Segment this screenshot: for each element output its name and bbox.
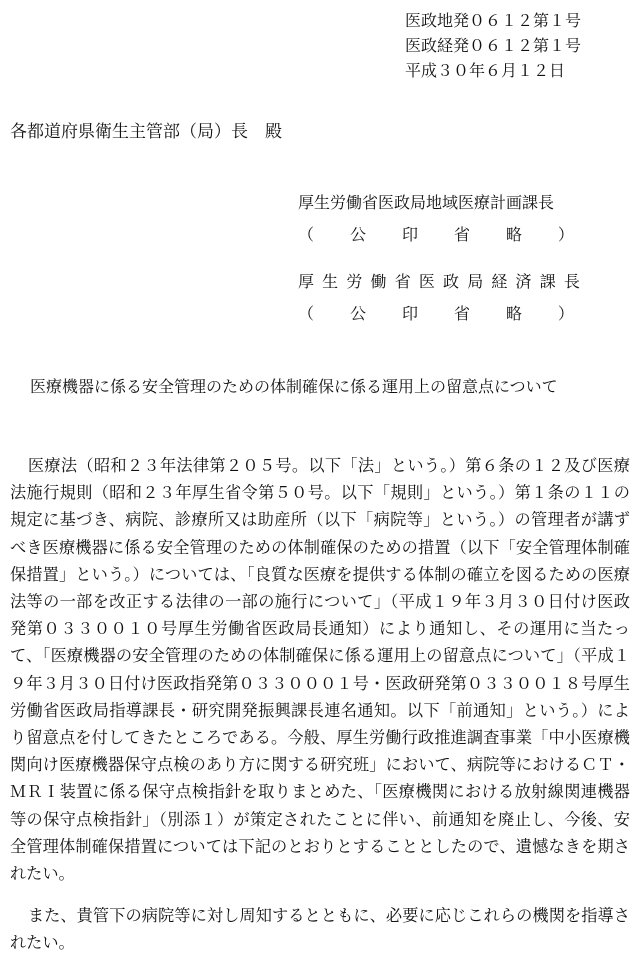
seal-char: 略 <box>505 304 522 323</box>
sender-block-2 <box>298 269 580 324</box>
seal-char: 省 <box>453 225 470 244</box>
sender-2-org-char: 働 <box>370 272 387 291</box>
sender-2-org-char: 済 <box>515 272 532 291</box>
document-reference-block <box>405 8 637 83</box>
sender-2-org-char: 局 <box>467 272 484 291</box>
seal-char: ） <box>557 225 574 244</box>
sender-2-org-char: 厚 <box>298 272 315 291</box>
addressee: 各都道府県衛生主管部（局）長 殿 <box>10 122 282 142</box>
body-paragraph-1: 医療法（昭和２３年法律第２０５号。以下「法」という。）第６条の１２及び医療法施行規則（昭和２３年厚生省令第５０号。以下「規則」という。）第１条の１１の規定に基づき、病院、診療所又は助産所（以下「病院等」という。）の管理者が講ずべき医療機器に係る安全管理のための体制確保のための措置（以下「安全管理体制確保措置」という。）については、「良質な医療を提供する体制の確立を図るための医療法等の一部を改正する法律の一部の施行について」（平成１９年３月３０日付け医政発第０３３００１０号厚生労働省医政局長通知）により通知し、その運用に当たって、「医療機器の安全管理のための体制確保に係る運用上の留意点について」（平成１９年３月３０日付け医政指発第０３３０００１号・医政研発第０３３００１８号厚生労働省医政局指導課長・研究開発振興課長連名通知。以下「前通知」という。）により留意点を付してきたところである。今般、厚生労働行政推進調査事業「中小医療機関向け医療機器保守点検のあり方に関する研究班」において、病院等におけるＣＴ・ＭＲＩ装置に係る保守点検指針を取りまとめた、「医療機関における放射線関連機器等の保守点検指針」（別添１）が策定されたことに伴い、前通知を廃止し、今後、安全管理体制確保措置については下記のとおりとすることとしたので、遺憾なきを期されたい。 <box>10 456 630 884</box>
sender-2-org-char: 労 <box>346 272 363 291</box>
sender-2-org-char: 生 <box>322 272 339 291</box>
sender-2-org-char: 医 <box>418 272 435 291</box>
sender-1-org: 厚生労働省医政局地域医療計画課長 <box>298 193 555 212</box>
seal-char: 公 <box>349 225 366 244</box>
reference-number-2: 医政経発０６１２第１号 <box>405 36 582 55</box>
body-paragraph-2: また、貴管下の病院等に対し周知するとともに、必要に応じこれらの機関を指導されたい。 <box>10 906 630 953</box>
issue-date: 平成３０年６月１２日 <box>405 61 566 80</box>
sender-2-org-char: 経 <box>491 272 508 291</box>
document-subject: 医療機器に係る安全管理のための体制確保に係る運用上の留意点について <box>30 377 558 396</box>
seal-char: （ <box>298 304 315 323</box>
sender-2-org-char: 政 <box>443 272 460 291</box>
sender-2-org <box>298 269 580 292</box>
sender-2-org-char: 課 <box>539 272 556 291</box>
seal-char: 印 <box>401 304 418 323</box>
seal-char: 印 <box>401 225 418 244</box>
seal-char: 略 <box>505 225 522 244</box>
sender-block-1 <box>298 190 580 245</box>
reference-number-1: 医政地発０６１２第１号 <box>405 11 582 30</box>
seal-char: 省 <box>453 304 470 323</box>
sender-1-seal-omitted <box>298 222 580 245</box>
seal-char: （ <box>298 225 315 244</box>
seal-char: ） <box>557 304 574 323</box>
sender-2-org-char: 長 <box>563 272 580 291</box>
sender-2-seal-omitted <box>298 301 580 324</box>
sender-2-org-char: 省 <box>394 272 411 291</box>
seal-char: 公 <box>349 304 366 323</box>
